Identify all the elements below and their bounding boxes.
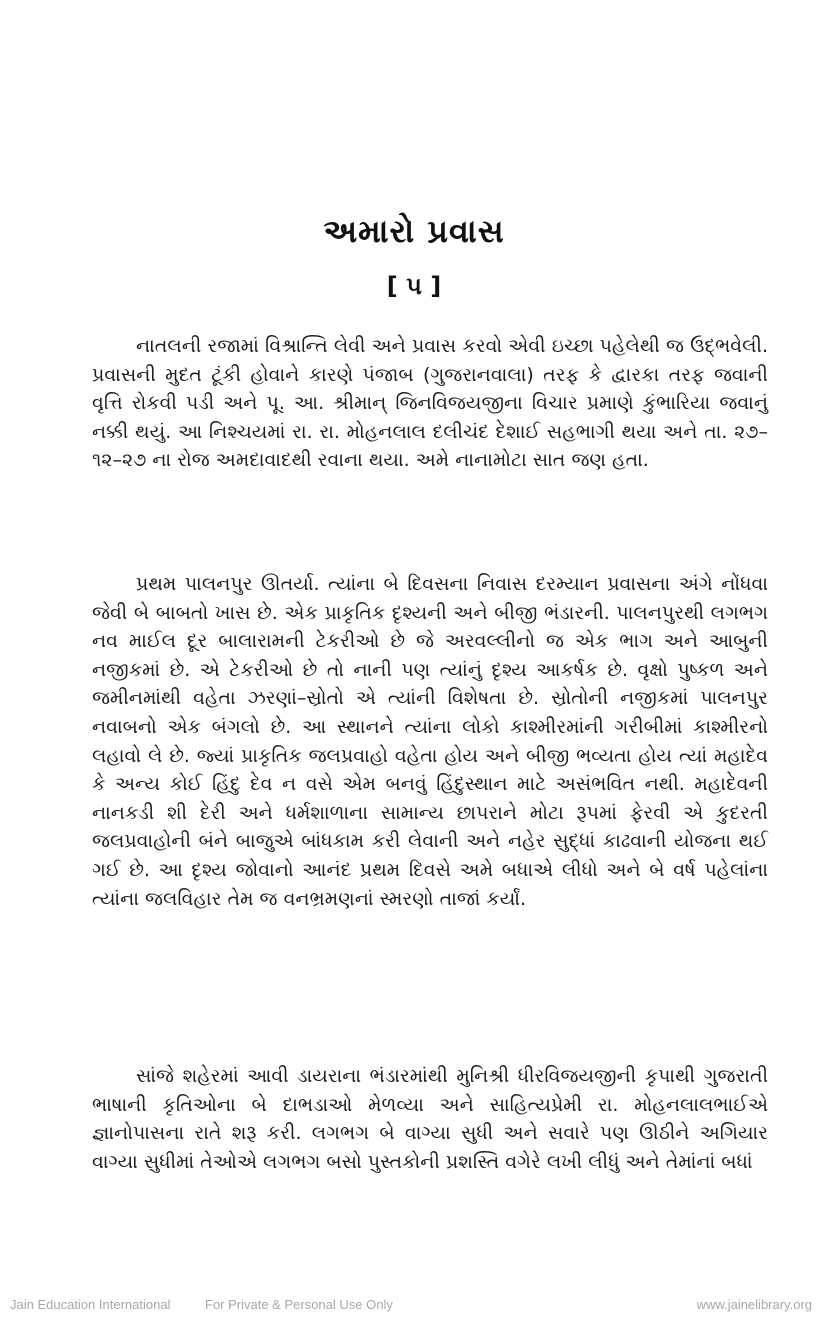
footer-website-link[interactable]: www.jainelibrary.org bbox=[696, 1297, 812, 1312]
paragraph-text: સાંજે શહેરમાં આવી ડાયરાના ભંડારમાંથી મુનિશ્રી ધીરવિજયજીની કૃપાથી ગુજરાતી ભાષાની કૃતિઓના બે દાભડાઓ મેળવ્યા અને સાહિત્યપ્રેમી રા. મોહનલાલભાઈએ જ્ઞાનોપાસના રાતે શરૂ કરી. લગભગ બે વાગ્યા સુધી અને સવારે પણ ઊઠીને અગિયાર વાગ્યા સુધીમાં તેઓએ લગભગ બસો પુસ્તકોની પ્રશસ્તિ વગેરે લખી લીધું અને તેમાંનાં બધાં bbox=[92, 1065, 768, 1173]
paragraph-text: પ્રથમ પાલનપુર ઊતર્યા. ત્યાંના બે દિવસના નિવાસ દરમ્યાન પ્રવાસના અંગે નોંધવા જેવી બે બાબતો ખાસ છે. એક પ્રાકૃતિક દૃશ્યની અને બીજી ભંડારની. પાલનપુરથી લગભગ નવ માઈલ દૂર બાલારામની ટેકરીઓ છે જે અરવલ્લીનો જ એક ભાગ અને આબુની નજીકમાં છે. એ ટેકરીઓ છે તો નાની પણ ત્યાંનું દૃશ્ય આકર્ષક છે. વૃક્ષો પુષ્કળ અને જમીનમાંથી વહેતા ઝરણાં–સ્રોતો એ ત્યાંની વિશેષતા છે. સ્રોતોની નજીકમાં પાલનપુર નવાબનો એક બંગલો છે. આ સ્થાનને ત્યાંના લોકો કાશ્મીરમાંની ગરીબીમાં કાશ્મીરનો લહાવો લે છે. જ્યાં પ્રાકૃતિક જલપ્રવાહો વહેતા હોય અને બીજી ભવ્યતા હોય ત્યાં મહાદેવ કે અન્ય કોઈ હિંદુ દેવ ન વસે એમ બનવું હિંદુસ્થાન માટે અસંભવિત નથી. મહાદેવની નાનકડી શી દેરી અને ધર્મશાળાના સામાન્ય છાપરાને મોટા રૂપમાં ફેરવી એ કુદરતી જલપ્રવાહોની બંને બાજુએ બાંધકામ કરી લેવાની અને નહેર સુદ્ધાં કાઢવાની યોજના થઈ ગઈ છે. આ દૃશ્ય જોવાનો આનંદ પ્રથમ દિવસે અમે બધાએ લીધો અને બે વર્ષ પહેલાંના ત્યાંના જલવિહાર તેમ જ વનભ્રમણનાં સ્મરણો તાજાં કર્યાં. bbox=[92, 573, 768, 910]
chapter-number: [ ૫ ] bbox=[386, 272, 442, 300]
footer-usage-notice: For Private & Personal Use Only bbox=[205, 1297, 393, 1312]
page-footer bbox=[0, 1297, 828, 1317]
footer-publisher: Jain Education International bbox=[10, 1297, 171, 1312]
paragraph-1 bbox=[92, 332, 768, 475]
paragraph-2 bbox=[92, 570, 768, 913]
paragraph-3 bbox=[92, 1062, 768, 1176]
chapter-title: અમારો પ્રવાસ bbox=[323, 212, 505, 250]
paragraph-text: નાતલની રજામાં વિશ્રાન્તિ લેવી અને પ્રવાસ કરવો એવી ઇચ્છા પહેલેથી જ ઉદ્ભવેલી. પ્રવાસની મુદત ટૂંકી હોવાને કારણે પંજાબ (ગુજરાનવાલા) તરફ કે દ્વારકા તરફ જવાની વૃત્તિ રોકવી પડી અને પૂ. આ. શ્રીમાન્ જિનવિજયજીના વિચાર પ્રમાણે કુંભારિયા જવાનું નક્કી થયું. આ નિશ્ચયમાં રા. રા. મોહનલાલ દલીચંદ દેશાઈ સહભાગી થયા અને તા. ૨૭–૧૨–૨૭ ના રોજ અમદાવાદથી રવાના થયા. અમે નાનામોટા સાત જણ હતા. bbox=[92, 335, 768, 472]
